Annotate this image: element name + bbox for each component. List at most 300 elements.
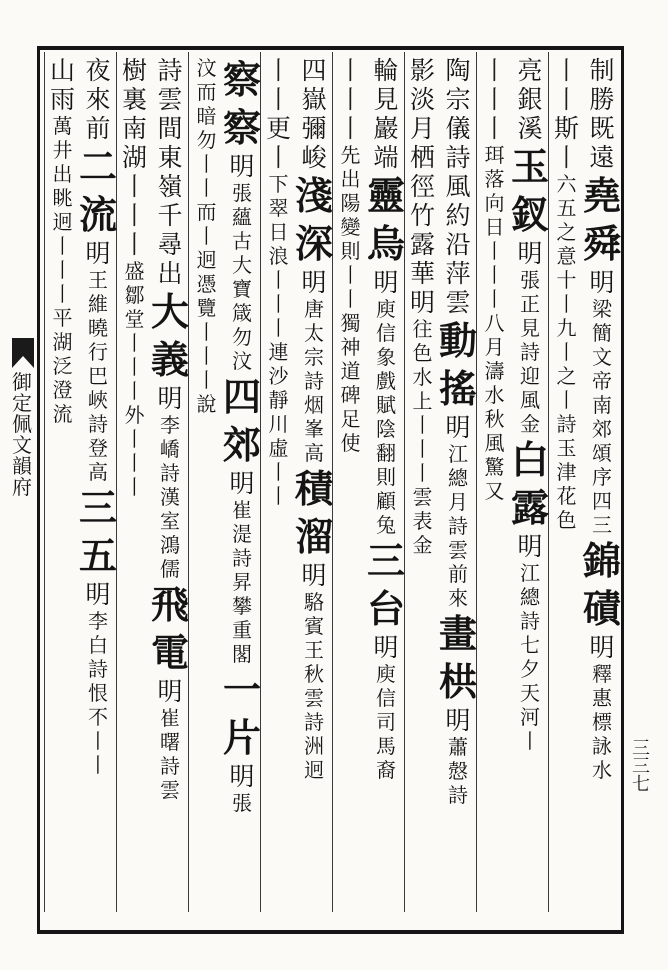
text-char: 丨: [265, 85, 291, 114]
text-char: 明: [157, 384, 183, 413]
annotation-char: 丨: [412, 437, 433, 461]
annotation-char: 王: [304, 638, 324, 662]
text-char: 竹: [409, 201, 435, 230]
annotation-char: 丨: [196, 224, 217, 248]
annotation-char: 盛: [124, 259, 145, 283]
text-char: 淡: [409, 85, 435, 114]
annotation-char: 意: [556, 244, 577, 268]
annotation-char: 丨: [268, 460, 289, 484]
text-char: 勝: [589, 85, 615, 114]
text-char: 影: [409, 56, 435, 85]
annotation-char: 翻: [376, 441, 396, 465]
annotation-char: 重: [232, 618, 252, 642]
annotation-char: 丨: [268, 484, 289, 508]
annotation-char: 詩: [232, 546, 252, 570]
text-char: 徑: [409, 172, 435, 201]
annotation-char: 丨: [124, 475, 145, 499]
annotation-char: 崔: [160, 706, 180, 730]
text-column: [440, 52, 476, 912]
annotation-char: 勿: [196, 128, 217, 152]
text-char: 湖: [121, 143, 147, 172]
annotation-char: 花: [556, 484, 577, 508]
annotation-char: 而: [196, 200, 217, 224]
text-char: 丨: [481, 56, 507, 85]
text-char: 斯: [553, 114, 579, 143]
text-char: 裏: [121, 85, 147, 114]
page-margin: [0, 46, 40, 934]
annotation-char: 白: [88, 633, 108, 657]
annotation-char: 下: [268, 172, 289, 196]
headword-char: 露: [511, 485, 550, 530]
annotation-char: 庾: [376, 662, 396, 686]
annotation-char: 惠: [592, 686, 612, 710]
annotation-char: 詩: [520, 609, 540, 633]
annotation-char: 六: [556, 172, 577, 196]
annotation-char: 泛: [52, 354, 73, 378]
annotation-char: 驚: [484, 455, 505, 479]
annotation-char: 張: [232, 181, 252, 205]
annotation-char: 湖: [52, 330, 73, 354]
annotation-char: 足: [340, 407, 361, 431]
annotation-char: 汶: [196, 56, 217, 80]
annotation-char: 萬: [52, 114, 73, 138]
text-column: [224, 52, 260, 912]
text-char: 明: [517, 532, 543, 561]
annotation-char: 王: [88, 268, 108, 292]
text-char: 亮: [517, 56, 543, 85]
text-char: 栖: [409, 143, 435, 172]
headword-char: 片: [223, 715, 262, 760]
headword-char: 栱: [439, 659, 478, 704]
annotation-char: 丨: [196, 176, 217, 200]
annotation-char: 郊: [592, 417, 612, 441]
annotation-char: 眺: [52, 186, 73, 210]
annotation-char: 詩: [556, 412, 577, 436]
text-char: 明: [409, 288, 435, 317]
annotation-char: 戲: [376, 369, 396, 393]
headword-char: 三: [79, 485, 118, 530]
annotation-char: 川: [268, 412, 289, 436]
annotation-char: 漢: [160, 485, 180, 509]
annotation-char: 大: [232, 253, 252, 277]
headword-char: 三: [367, 538, 406, 583]
text-char: 丨: [481, 85, 507, 114]
annotation-char: 峯: [304, 417, 324, 441]
headword-char: 流: [79, 192, 118, 237]
text-char: 遠: [589, 143, 615, 172]
text-column: [44, 52, 80, 912]
annotation-char: 總: [520, 585, 540, 609]
annotation-char: 峽: [88, 388, 108, 412]
annotation-char: 宗: [304, 345, 324, 369]
headword-char: 郊: [223, 422, 262, 467]
text-char: 千: [157, 201, 183, 230]
text-char: 月: [409, 114, 435, 143]
text-char: 明: [373, 633, 399, 662]
annotation-char: 迥: [304, 758, 324, 782]
annotation-char: 珥: [484, 143, 505, 167]
annotation-char: 賦: [376, 393, 396, 417]
text-char: 丨: [553, 143, 579, 172]
annotation-char: 丨: [340, 287, 361, 311]
annotation-char: 之: [556, 220, 577, 244]
margin-title-char: 御: [12, 370, 32, 394]
text-column: [332, 52, 368, 912]
text-char: 雲: [157, 85, 183, 114]
annotation-char: 見: [520, 316, 540, 340]
text-char: 既: [589, 114, 615, 143]
annotation-char: 登: [88, 436, 108, 460]
text-char: 丨: [265, 143, 291, 172]
annotation-char: 秋: [484, 407, 505, 431]
annotation-char: 太: [304, 321, 324, 345]
annotation-char: 丨: [88, 729, 108, 753]
text-char: 陶: [445, 56, 471, 85]
headword-char: 台: [367, 586, 406, 631]
annotation-char: 標: [592, 710, 612, 734]
headword-char: 察: [223, 105, 262, 150]
annotation-char: 丨: [52, 282, 73, 306]
annotation-char: 秋: [304, 662, 324, 686]
text-char: 見: [373, 85, 399, 114]
text-char: 萍: [445, 259, 471, 288]
annotation-char: 室: [160, 509, 180, 533]
text-char: 輪: [373, 56, 399, 85]
text-char: 丨: [121, 201, 147, 230]
text-char: 明: [301, 561, 327, 590]
headword-char: 大: [151, 289, 190, 334]
annotation-char: 先: [340, 143, 361, 167]
annotation-char: 頌: [592, 441, 612, 465]
annotation-char: 丨: [124, 451, 145, 475]
annotation-char: 正: [520, 292, 540, 316]
headword-char: 飛: [151, 582, 190, 627]
annotation-char: 四: [592, 489, 612, 513]
annotation-char: 烟: [304, 393, 324, 417]
text-char: 溪: [517, 114, 543, 143]
annotation-char: 金: [412, 533, 433, 557]
text-column: [548, 52, 584, 912]
annotation-char: 攀: [232, 594, 252, 618]
annotation-char: 張: [520, 268, 540, 292]
text-char: 約: [445, 201, 471, 230]
text-char: 明: [301, 268, 327, 297]
annotation-char: 月: [484, 335, 505, 359]
text-char: 明: [517, 239, 543, 268]
headword-char: 玉: [511, 144, 550, 189]
page-number-char: 七: [632, 774, 650, 795]
annotation-char: 又: [484, 479, 505, 503]
text-char: 峻: [301, 143, 327, 172]
text-column: [188, 52, 224, 912]
text-char: 明: [445, 706, 471, 735]
annotation-char: 汶: [232, 349, 252, 373]
headword-char: 積: [295, 466, 334, 511]
headword-char: 四: [223, 374, 262, 419]
text-char: 明: [85, 580, 111, 609]
text-char: 更: [265, 114, 291, 143]
annotation-char: 天: [520, 681, 540, 705]
text-char: 銀: [517, 85, 543, 114]
annotation-char: 則: [376, 465, 396, 489]
annotation-char: 崔: [232, 498, 252, 522]
annotation-char: 平: [52, 306, 73, 330]
annotation-char: 江: [448, 442, 468, 466]
annotation-char: 十: [556, 268, 577, 292]
text-char: 彌: [301, 114, 327, 143]
annotation-char: 獨: [340, 311, 361, 335]
annotation-char: 八: [484, 311, 505, 335]
text-column: [368, 52, 404, 912]
annotation-char: 詩: [160, 754, 180, 778]
annotation-char: 來: [448, 586, 468, 610]
text-char: 嶺: [157, 172, 183, 201]
annotation-char: 出: [52, 162, 73, 186]
text-char: 詩: [445, 143, 471, 172]
text-column: [116, 52, 152, 912]
annotation-char: 連: [268, 340, 289, 364]
headword-char: 淺: [295, 173, 334, 218]
text-column: [152, 52, 188, 912]
annotation-char: 丨: [124, 379, 145, 403]
annotation-char: 曉: [88, 316, 108, 340]
annotation-char: 水: [592, 758, 612, 782]
annotation-char: 五: [556, 196, 577, 220]
annotation-char: 三: [592, 513, 612, 537]
headword-char: 舜: [583, 221, 622, 266]
annotation-char: 夕: [520, 657, 540, 681]
annotation-char: 詩: [304, 369, 324, 393]
annotation-char: 則: [340, 239, 361, 263]
annotation-char: 丨: [268, 292, 289, 316]
text-char: 尋: [157, 230, 183, 259]
margin-title-char: 府: [12, 475, 32, 499]
annotation-char: 澄: [52, 378, 73, 402]
annotation-char: 鴻: [160, 533, 180, 557]
annotation-char: 丨: [268, 316, 289, 340]
annotation-char: 水: [484, 383, 505, 407]
headword-char: 動: [439, 318, 478, 363]
annotation-char: 丨: [124, 355, 145, 379]
annotation-char: 金: [520, 412, 540, 436]
annotation-char: 月: [448, 490, 468, 514]
annotation-char: 高: [88, 460, 108, 484]
text-char: 明: [85, 239, 111, 268]
annotation-char: 虛: [268, 436, 289, 460]
annotation-char: 上: [412, 389, 433, 413]
annotation-char: 丨: [412, 413, 433, 437]
headword-char: 錦: [583, 538, 622, 583]
annotation-char: 曙: [160, 730, 180, 754]
annotation-char: 顧: [376, 489, 396, 513]
annotation-char: 丨: [484, 263, 505, 287]
annotation-char: 井: [52, 138, 73, 162]
headword-char: 磧: [583, 586, 622, 631]
annotation-char: 浪: [268, 244, 289, 268]
annotation-char: 湜: [232, 522, 252, 546]
annotation-char: 外: [124, 403, 145, 427]
annotation-char: 憑: [196, 272, 217, 296]
annotation-char: 箴: [232, 301, 252, 325]
headword-char: 烏: [367, 221, 406, 266]
annotation-char: 丨: [196, 320, 217, 344]
annotation-char: 雲: [448, 538, 468, 562]
text-char: 山: [49, 56, 75, 85]
text-column: [80, 52, 116, 912]
annotation-char: 恨: [88, 681, 108, 705]
text-char: 明: [229, 152, 255, 181]
text-column: [296, 52, 332, 912]
headword-char: 一: [223, 667, 262, 712]
annotation-char: 南: [592, 393, 612, 417]
text-char: 明: [373, 268, 399, 297]
text-char: 樹: [121, 56, 147, 85]
text-char: 前: [85, 114, 111, 143]
text-char: 丨: [481, 114, 507, 143]
annotation-char: 丨: [520, 729, 540, 753]
annotation-char: 堂: [124, 307, 145, 331]
annotation-char: 使: [340, 431, 361, 455]
text-char: 雲: [445, 288, 471, 317]
text-char: 丨: [553, 85, 579, 114]
annotation-char: 丨: [124, 427, 145, 451]
annotation-char: 丨: [556, 388, 577, 412]
text-char: 風: [445, 172, 471, 201]
text-char: 沿: [445, 230, 471, 259]
annotation-char: 向: [484, 191, 505, 215]
annotation-char: 寶: [232, 277, 252, 301]
annotation-char: 行: [88, 340, 108, 364]
annotation-char: 張: [232, 791, 252, 815]
annotation-char: 梁: [592, 297, 612, 321]
headword-char: 靈: [367, 173, 406, 218]
annotation-char: 李: [160, 413, 180, 437]
text-char: 丨: [337, 85, 363, 114]
text-char: 四: [301, 56, 327, 85]
text-char: 明: [229, 762, 255, 791]
annotation-char: 帝: [592, 369, 612, 393]
headword-char: 溜: [295, 514, 334, 559]
annotation-char: 唐: [304, 297, 324, 321]
headword-char: 深: [295, 221, 334, 266]
text-char: 丨: [553, 56, 579, 85]
annotation-char: 馬: [376, 734, 396, 758]
margin-title-char: 佩: [12, 412, 32, 436]
annotation-char: 勿: [232, 325, 252, 349]
headword-char: 電: [151, 630, 190, 675]
annotation-char: 詩: [160, 461, 180, 485]
annotation-char: 詩: [304, 710, 324, 734]
annotation-char: 雲: [160, 778, 180, 802]
annotation-char: 變: [340, 215, 361, 239]
annotation-char: 丨: [124, 331, 145, 355]
text-column: [584, 52, 620, 912]
annotation-char: 詠: [592, 734, 612, 758]
headword-char: 察: [223, 57, 262, 102]
annotation-char: 迎: [520, 364, 540, 388]
text-char: 丨: [121, 230, 147, 259]
annotation-char: 丨: [88, 753, 108, 777]
margin-title-char: 文: [12, 433, 32, 457]
text-char: 制: [589, 56, 615, 85]
text-char: 明: [589, 268, 615, 297]
page-number-char: 三: [632, 738, 650, 759]
annotation-char: 信: [376, 686, 396, 710]
annotation-char: 河: [520, 705, 540, 729]
annotation-char: 落: [484, 167, 505, 191]
headword-char: 畫: [439, 611, 478, 656]
annotation-char: 前: [448, 562, 468, 586]
headword-char: 堯: [583, 173, 622, 218]
page-number-char: 三: [632, 756, 650, 777]
text-char: 宗: [445, 85, 471, 114]
margin-title-char: 韻: [12, 454, 32, 478]
annotation-char: 丨: [484, 239, 505, 263]
annotation-char: 濤: [484, 359, 505, 383]
annotation-char: 丨: [268, 268, 289, 292]
annotation-char: 維: [88, 292, 108, 316]
annotation-char: 之: [556, 364, 577, 388]
annotation-char: 蕭: [448, 735, 468, 759]
annotation-char: 信: [376, 321, 396, 345]
text-char: 明: [589, 633, 615, 662]
annotation-char: 詩: [88, 657, 108, 681]
text-char: 丨: [121, 172, 147, 201]
annotation-char: 丨: [52, 258, 73, 282]
text-char: 南: [121, 114, 147, 143]
annotation-char: 釋: [592, 662, 612, 686]
headword-char: 義: [151, 337, 190, 382]
annotation-char: 司: [376, 710, 396, 734]
annotation-char: 高: [304, 441, 324, 465]
text-column: [260, 52, 296, 912]
annotation-char: 神: [340, 335, 361, 359]
annotation-char: 色: [412, 341, 433, 365]
annotation-char: 鄒: [124, 283, 145, 307]
text-char: 雨: [49, 85, 75, 114]
annotation-char: 文: [592, 345, 612, 369]
annotation-char: 賓: [304, 614, 324, 638]
text-char: 丨: [337, 56, 363, 85]
annotation-char: 而: [196, 80, 217, 104]
text-char: 露: [409, 230, 435, 259]
text-char: 華: [409, 259, 435, 288]
annotation-char: 古: [232, 229, 252, 253]
annotation-char: 丨: [52, 234, 73, 258]
annotation-char: 洲: [304, 734, 324, 758]
annotation-char: 象: [376, 345, 396, 369]
annotation-char: 風: [520, 388, 540, 412]
annotation-char: 道: [340, 359, 361, 383]
annotation-char: 閣: [232, 642, 252, 666]
annotation-char: 陰: [376, 417, 396, 441]
annotation-char: 序: [592, 465, 612, 489]
annotation-char: 駱: [304, 590, 324, 614]
annotation-char: 蘊: [232, 205, 252, 229]
margin-title-char: 定: [12, 391, 32, 415]
text-char: 東: [157, 143, 183, 172]
annotation-char: 雲: [304, 686, 324, 710]
book-title: [10, 372, 34, 498]
text-char: 巖: [373, 114, 399, 143]
annotation-char: 詩: [520, 340, 540, 364]
annotation-char: 水: [412, 365, 433, 389]
text-char: 明: [157, 677, 183, 706]
annotation-char: 兔: [376, 513, 396, 537]
annotation-char: 七: [520, 633, 540, 657]
annotation-char: 庾: [376, 297, 396, 321]
text-char: 端: [373, 143, 399, 172]
